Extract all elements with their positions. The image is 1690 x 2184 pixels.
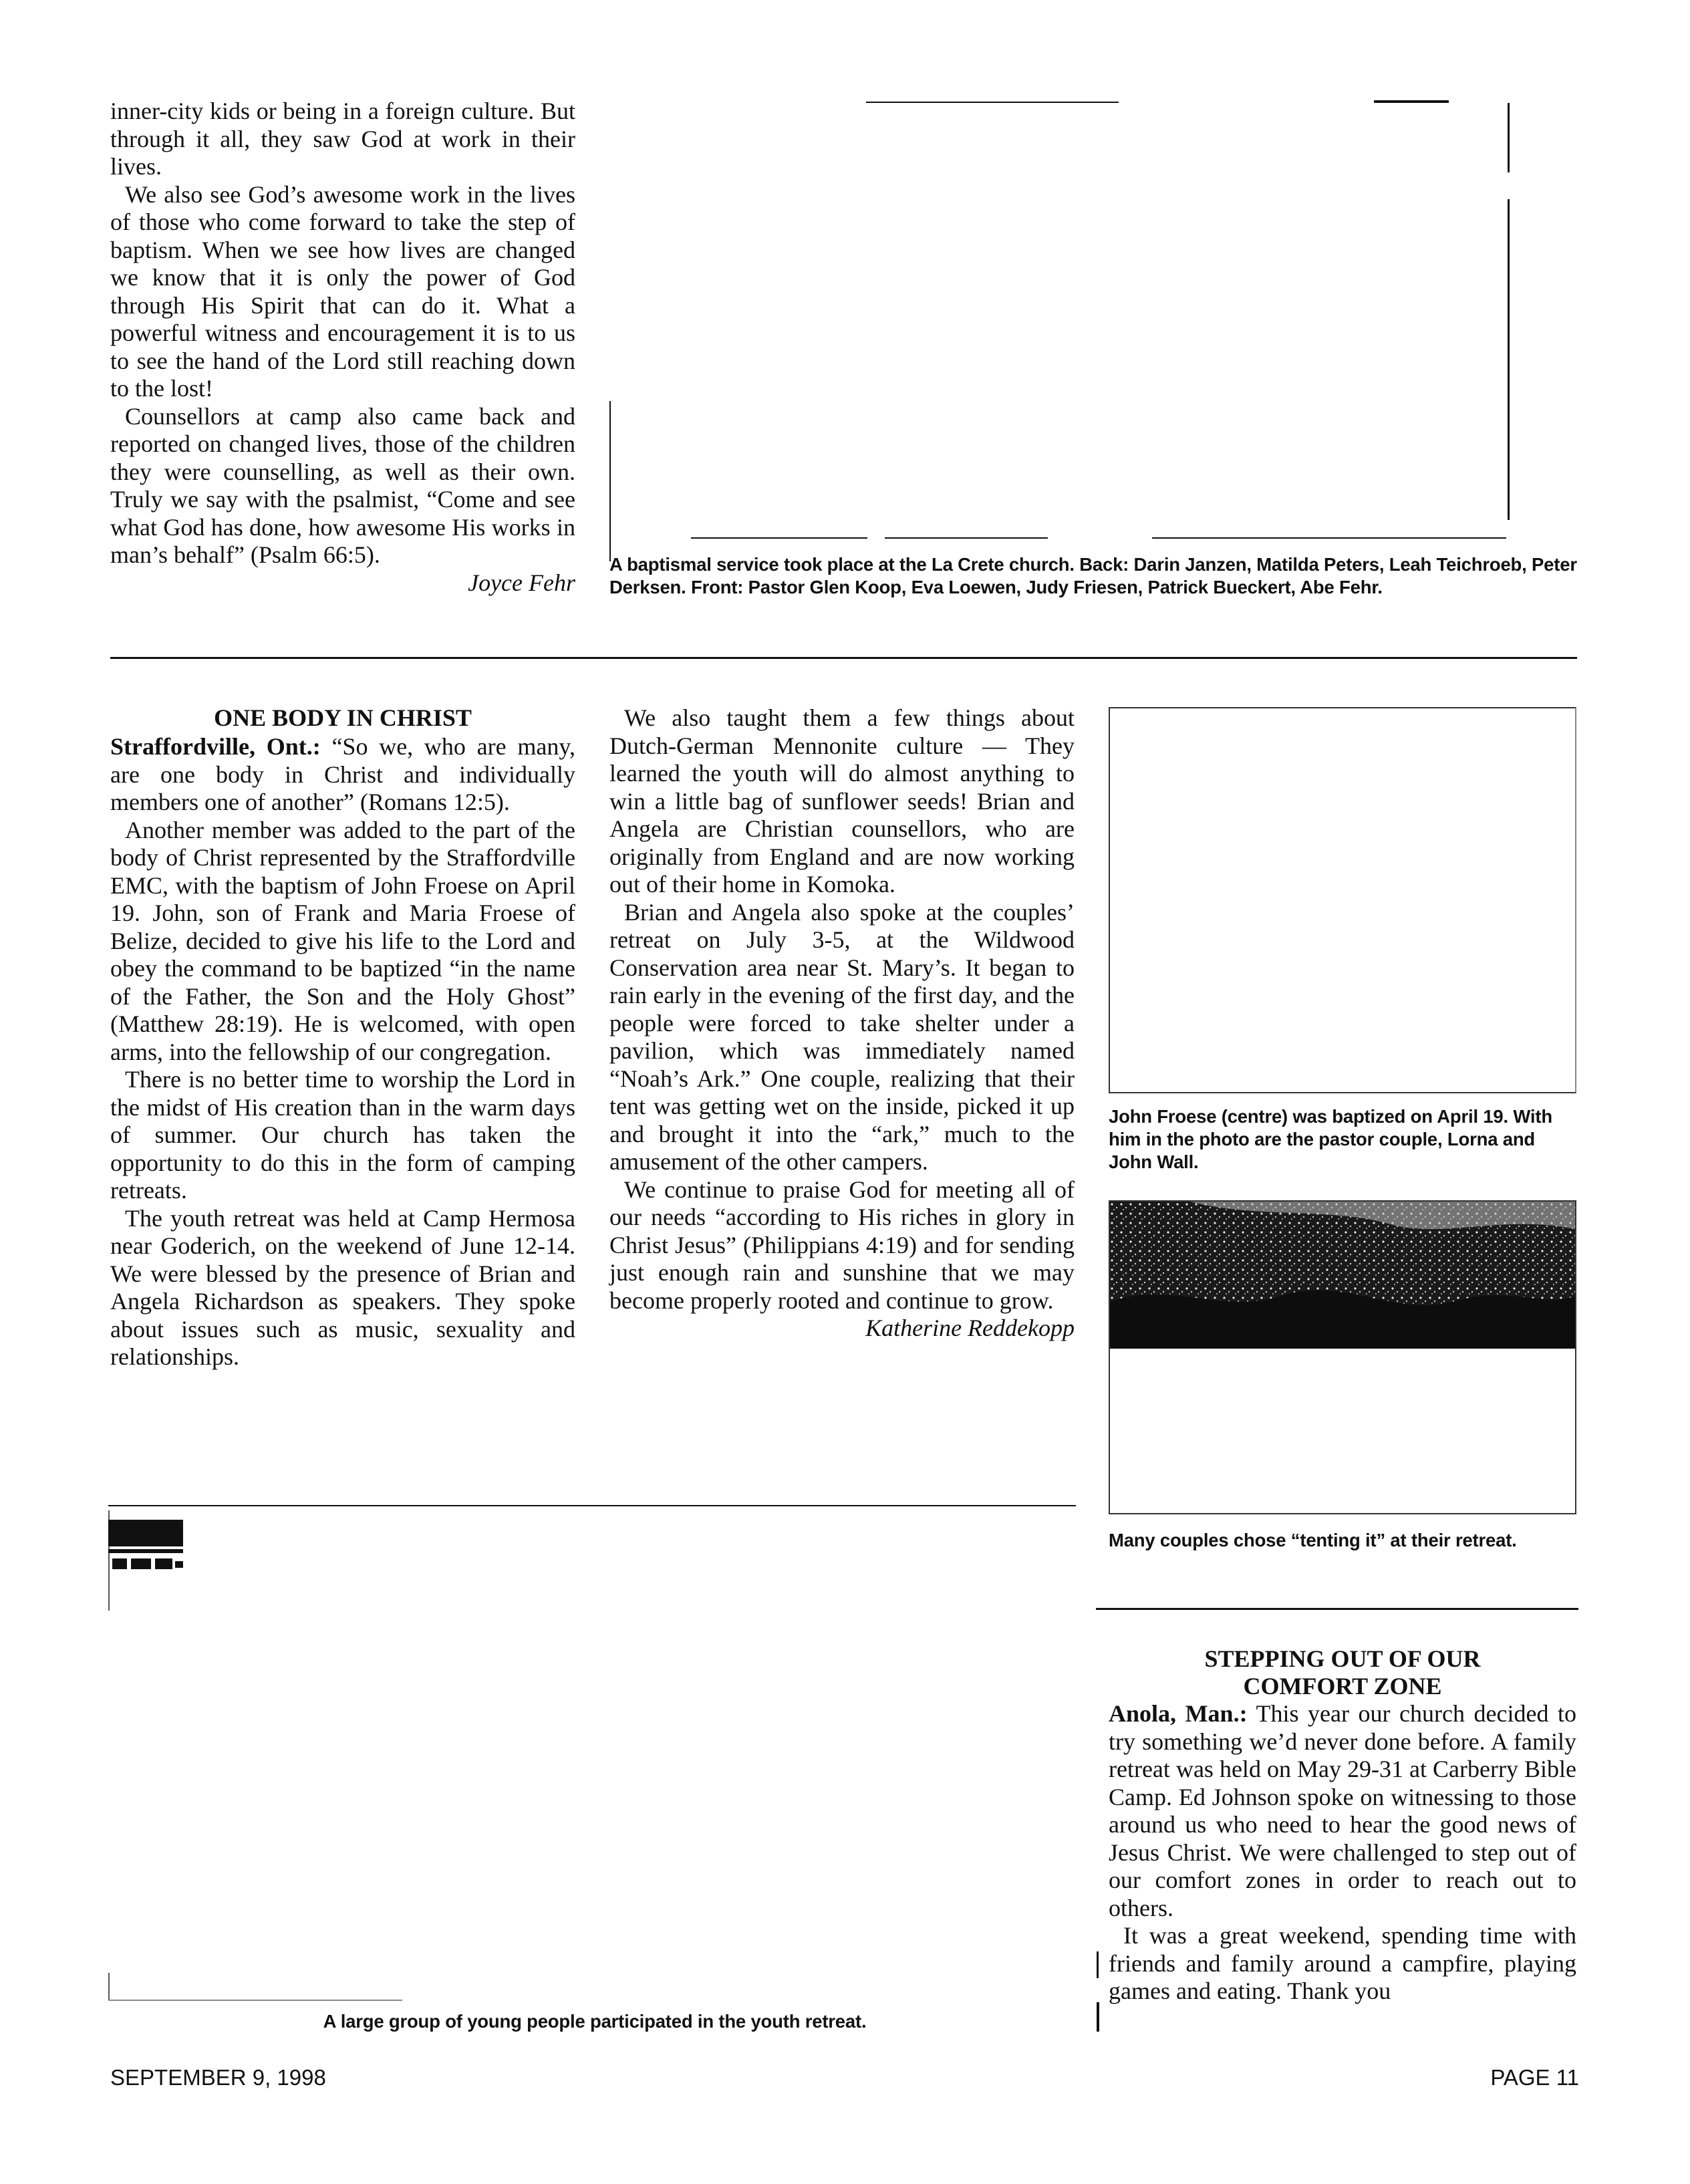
column-rule [1097, 2002, 1099, 2032]
dateline: Straffordville, Ont.: [110, 733, 321, 760]
section-divider-right [1096, 1608, 1578, 1610]
lead-text: This year our church decided to try something we’d never done before. A family retreat was held on May 29-31 at Carberry Bible Camp. Ed Johnson spoke on witnessing to those around us who need to hear the good news of Jesus Christ. We were challenged to step out of our comfort zones in order to reach out to others. [1109, 1700, 1577, 1921]
paragraph: Counsellors at camp also came back and reported on changed lives, those of the children they were counselling, as well as their own. Truly we say with the psalmist, “Come and see what God has done, how awesome His works in man’s behalf” (Psalm 66:5). [110, 402, 575, 568]
signature: Katherine Reddekopp [865, 1315, 1075, 1341]
dateline: Anola, Man.: [1109, 1700, 1248, 1727]
paragraph: Brian and Angela also spoke at the couples’ retreat on July 3-5, at the Wildwood Conservation area near St. Mary’s. It began to rain early in the evening of the first day, and the people were forced to take shelter under a pavilion, which was immediately named “Noah’s Ark.” One couple, realizing that their tent was getting wet on the inside, picked it up and brought it into the “ark,” much to the amusement of the other campers. [609, 898, 1075, 1175]
section-divider [110, 657, 1577, 659]
paragraph: Another member was added to the part of the body of Christ represented by the Straffordville EMC, with the baptism of John Froese on April 19. John, son of Frank and Maria Froese of Belize, decided to give his life to the Lord and obey the command to be baptized “in the name of the Father, the Son and the Holy Ghost” (Matthew 28:19). He is welcomed, with open arms, into the fellowship of our congregation. [110, 816, 575, 1065]
photo-tenting-caption: Many couples chose “tenting it” at their retreat. [1109, 1530, 1517, 1550]
paragraph: It was a great weekend, spending time with friends and family around a campfire, playing games and eating. Thank you [1109, 1922, 1576, 2004]
footer-page-number: PAGE 11 [1490, 2065, 1579, 2090]
paragraph: inner-city kids or being in a foreign culture. But through it all, they saw God at work in their lives. [110, 98, 575, 180]
photo-froese-caption: John Froese (centre) was baptized on April 19. With him in the photo are the pastor couple, Lorna and John Wall. [1109, 1106, 1552, 1172]
paragraph: The youth retreat was held at Camp Hermosa near Goderich, on the weekend of June 12-14. We were blessed by the presence of Brian and Angela Richardson as speakers. They spoke about issues such as music, sexuality and relationships. [110, 1204, 575, 1370]
lead-paragraph [110, 733, 575, 817]
photo-youth-caption: A large group of young people participated in the youth retreat. [323, 2011, 867, 2032]
lead-text: “So we, who are many, are one body in Christ and individually members one of another” (Romans 12:5). [110, 733, 576, 815]
article-one-body-col1 [110, 704, 575, 1371]
paragraph: There is no better time to worship the Lord in the midst of His creation than in the warm days of summer. Our church has taken the opportunity to do this in the form of camping retreats. [110, 1066, 575, 1204]
photo-baptism-caption: A baptismal service took place at the La Crete church. Back: Darin Janzen, Matilda Peters, Leah Teichroeb, Peter Derksen. Front: Pastor Glen Koop, Eva Loewen, Judy Friesen, Patrick Bueckert, Abe Fehr. [609, 554, 1577, 597]
photo-youth [108, 1505, 1077, 2013]
photo-tenting-image [1110, 1202, 1576, 1349]
footer-date: SEPTEMBER 9, 1998 [110, 2065, 326, 2090]
column-rule [1097, 1951, 1099, 1978]
paragraph: We also taught them a few things about Dutch-German Mennonite culture — They learned the youth will do almost anything to win a little bag of sunflower seeds! Brian and Angela are Christian counsellors, who are originally from England and are now working out of their home in Komoka. [609, 704, 1075, 898]
paragraph: We also see God’s awesome work in the lives of those who come forward to take the step of baptism. When we see how lives are changed we know that it is only the power of God through His Spirit that can do it. What a powerful witness and encouragement it is to us to see the hand of the Lord still reaching down to the lost! [110, 180, 575, 402]
lead-paragraph [1109, 1700, 1576, 1922]
photo-baptism [609, 99, 1512, 540]
photo-froese [1109, 707, 1576, 1093]
article-comfort-zone [1109, 1645, 1576, 2006]
signature: Joyce Fehr [468, 569, 575, 596]
paragraph: We continue to praise God for meeting all of our needs “according to His riches in glory in Christ Jesus” (Philippians 4:19) and for sending just enough rain and sunshine that we may become properly rooted and continue to grow. [609, 1176, 1075, 1314]
photo-tenting [1109, 1200, 1576, 1514]
article-one-body-col2 [609, 704, 1075, 1343]
top-left-column [110, 98, 575, 597]
headline: STEPPING OUT OF OUR COMFORT ZONE [1204, 1645, 1481, 1699]
headline: ONE BODY IN CHRIST [214, 704, 472, 731]
